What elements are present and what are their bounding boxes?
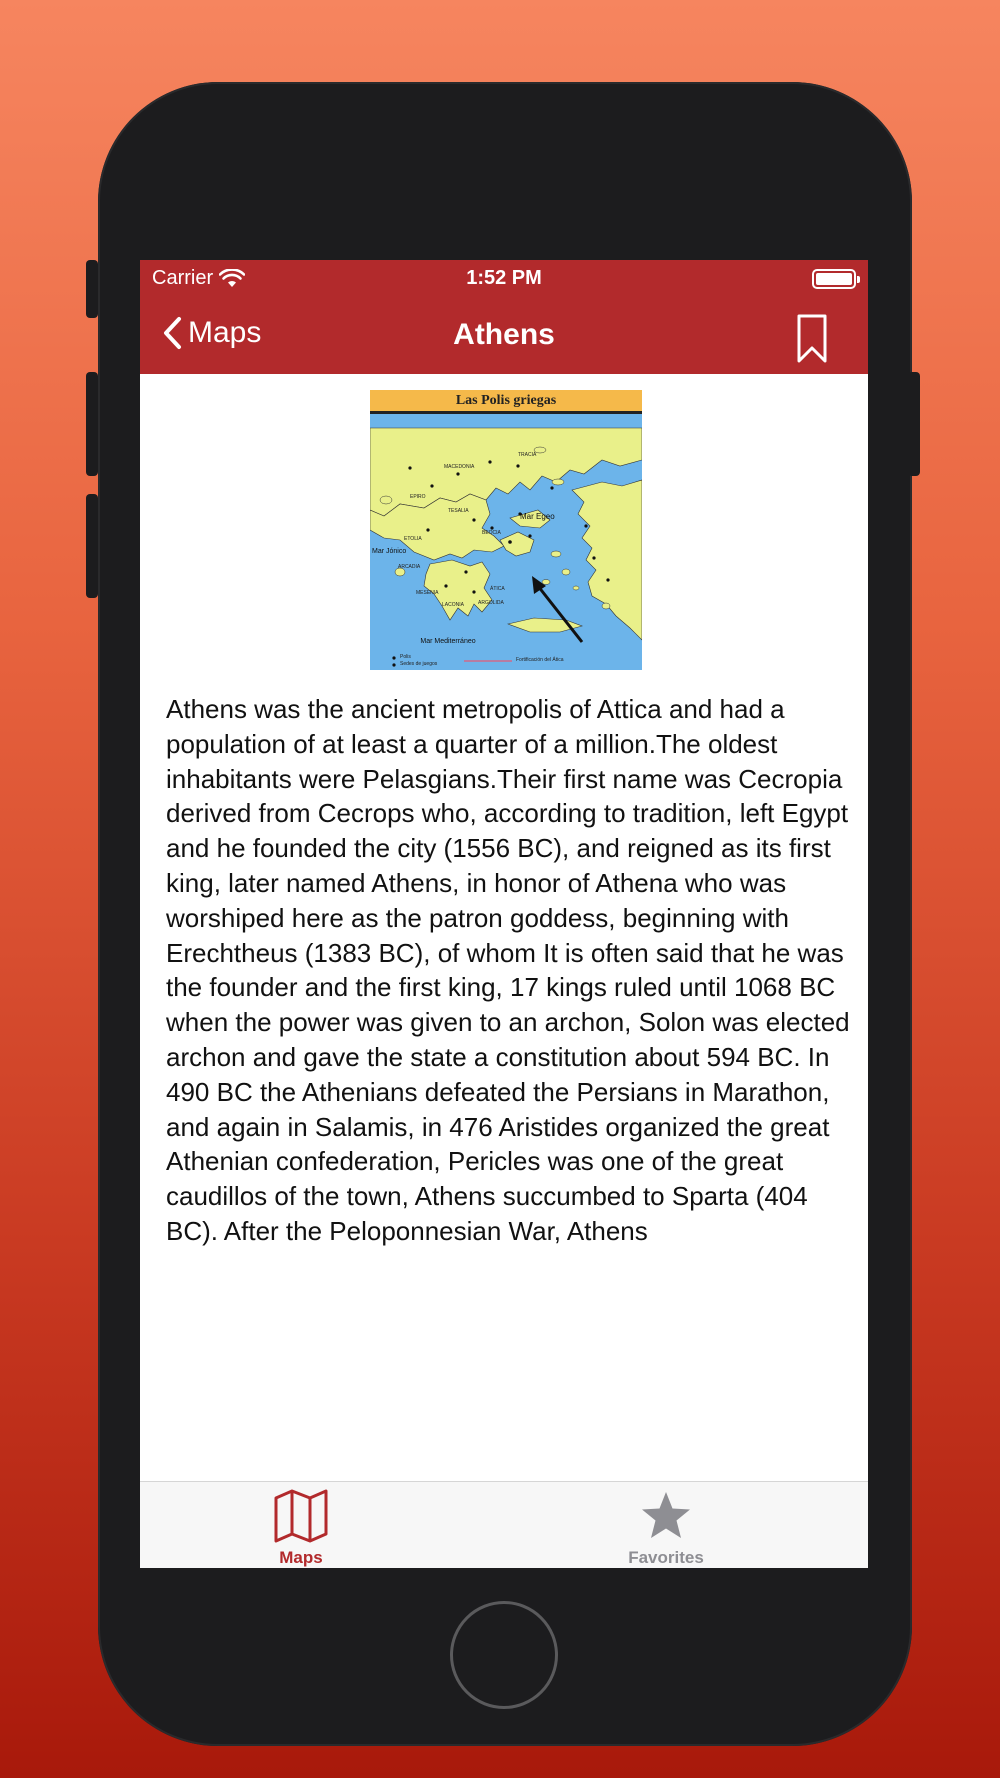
map-title: Las Polis griegas bbox=[370, 390, 642, 414]
map-label-laconia: LACONIA bbox=[442, 602, 464, 608]
map-label-argolida: ARGOLIDA bbox=[478, 600, 504, 606]
carrier-label: Carrier bbox=[152, 267, 214, 289]
content-area bbox=[140, 374, 868, 1568]
tab-maps-label: Maps bbox=[279, 1548, 323, 1567]
back-button-label: Maps bbox=[188, 316, 262, 349]
map-icon bbox=[273, 1488, 329, 1544]
mute-switch bbox=[86, 260, 98, 318]
greece-map bbox=[370, 390, 642, 670]
map-label-mar-jonico: Mar Jónico bbox=[372, 548, 407, 555]
status-bar bbox=[140, 260, 868, 298]
tab-favorites-label: Favorites bbox=[628, 1548, 704, 1567]
map-legend-fortificacion: Fortificación del Ática bbox=[516, 657, 564, 663]
map-label-epiro: EPIRO bbox=[410, 494, 426, 500]
star-icon bbox=[638, 1488, 694, 1544]
map-label-mediterraneo: Mar Mediterráneo bbox=[420, 638, 476, 645]
map-label-etolia: ETOLIA bbox=[404, 536, 422, 542]
navigation-bar bbox=[140, 298, 868, 374]
map-label-mar-egeo: Mar Egeo bbox=[520, 512, 555, 521]
article-text: Athens was the ancient metropolis of Attica and had a population of at least a quarter of a million.The oldest inhabitants were Pelasgians.Their first name was Cecropia derived from Cecrops who, according to tradition, left Egypt and he founded the city (1556 BC), and reigned as its first king, later named Athens, in honor of Athena who was worshiped here as the patron goddess, beginning with Erechtheus (1383 BC), of whom It is often said that he was the founder and the first king, 17 kings ruled until 1068 BC when the power was given to an archon, Solon was elected archon and gave the state a constitution about 594 BC. In 490 BC the Athenians defeated the Persians in Marathon, and again in Salamis, in 476 Aristides organized the great Athenian confederation, Pericles was one of the great caudillos of the town, Athens succumbed to Sparta (404 BC). After the Peloponnesian War, Athens bbox=[166, 694, 850, 1246]
status-time: 1:52 PM bbox=[466, 267, 542, 289]
map-label-tracia: TRACIA bbox=[518, 452, 537, 458]
map-label-arcadia: ARCADIA bbox=[398, 564, 421, 570]
map-legend-polis: Polis bbox=[400, 654, 411, 660]
battery-icon bbox=[812, 269, 856, 289]
volume-up-button bbox=[86, 372, 98, 476]
map-legend-juegos: Sedes de juegos bbox=[400, 661, 438, 667]
page-title: Athens bbox=[453, 318, 555, 351]
map-image[interactable] bbox=[370, 390, 642, 670]
back-button[interactable] bbox=[162, 316, 261, 350]
tab-favorites[interactable] bbox=[606, 1488, 726, 1568]
power-button bbox=[908, 372, 920, 476]
map-label-beocia: BEOCIA bbox=[482, 530, 501, 536]
tab-bar bbox=[140, 1481, 868, 1568]
bookmark-icon[interactable] bbox=[796, 314, 828, 364]
home-button[interactable] bbox=[450, 1601, 558, 1709]
volume-down-button bbox=[86, 494, 98, 598]
app-screen bbox=[140, 260, 868, 1568]
tab-maps[interactable] bbox=[241, 1488, 361, 1568]
map-label-tesalia: TESALIA bbox=[448, 508, 469, 514]
map-label-macedonia: MACEDONIA bbox=[444, 464, 475, 470]
chevron-left-icon bbox=[162, 316, 182, 350]
map-label-atica: ÁTICA bbox=[490, 586, 505, 592]
map-label-mesenia: MESENIA bbox=[416, 590, 439, 596]
